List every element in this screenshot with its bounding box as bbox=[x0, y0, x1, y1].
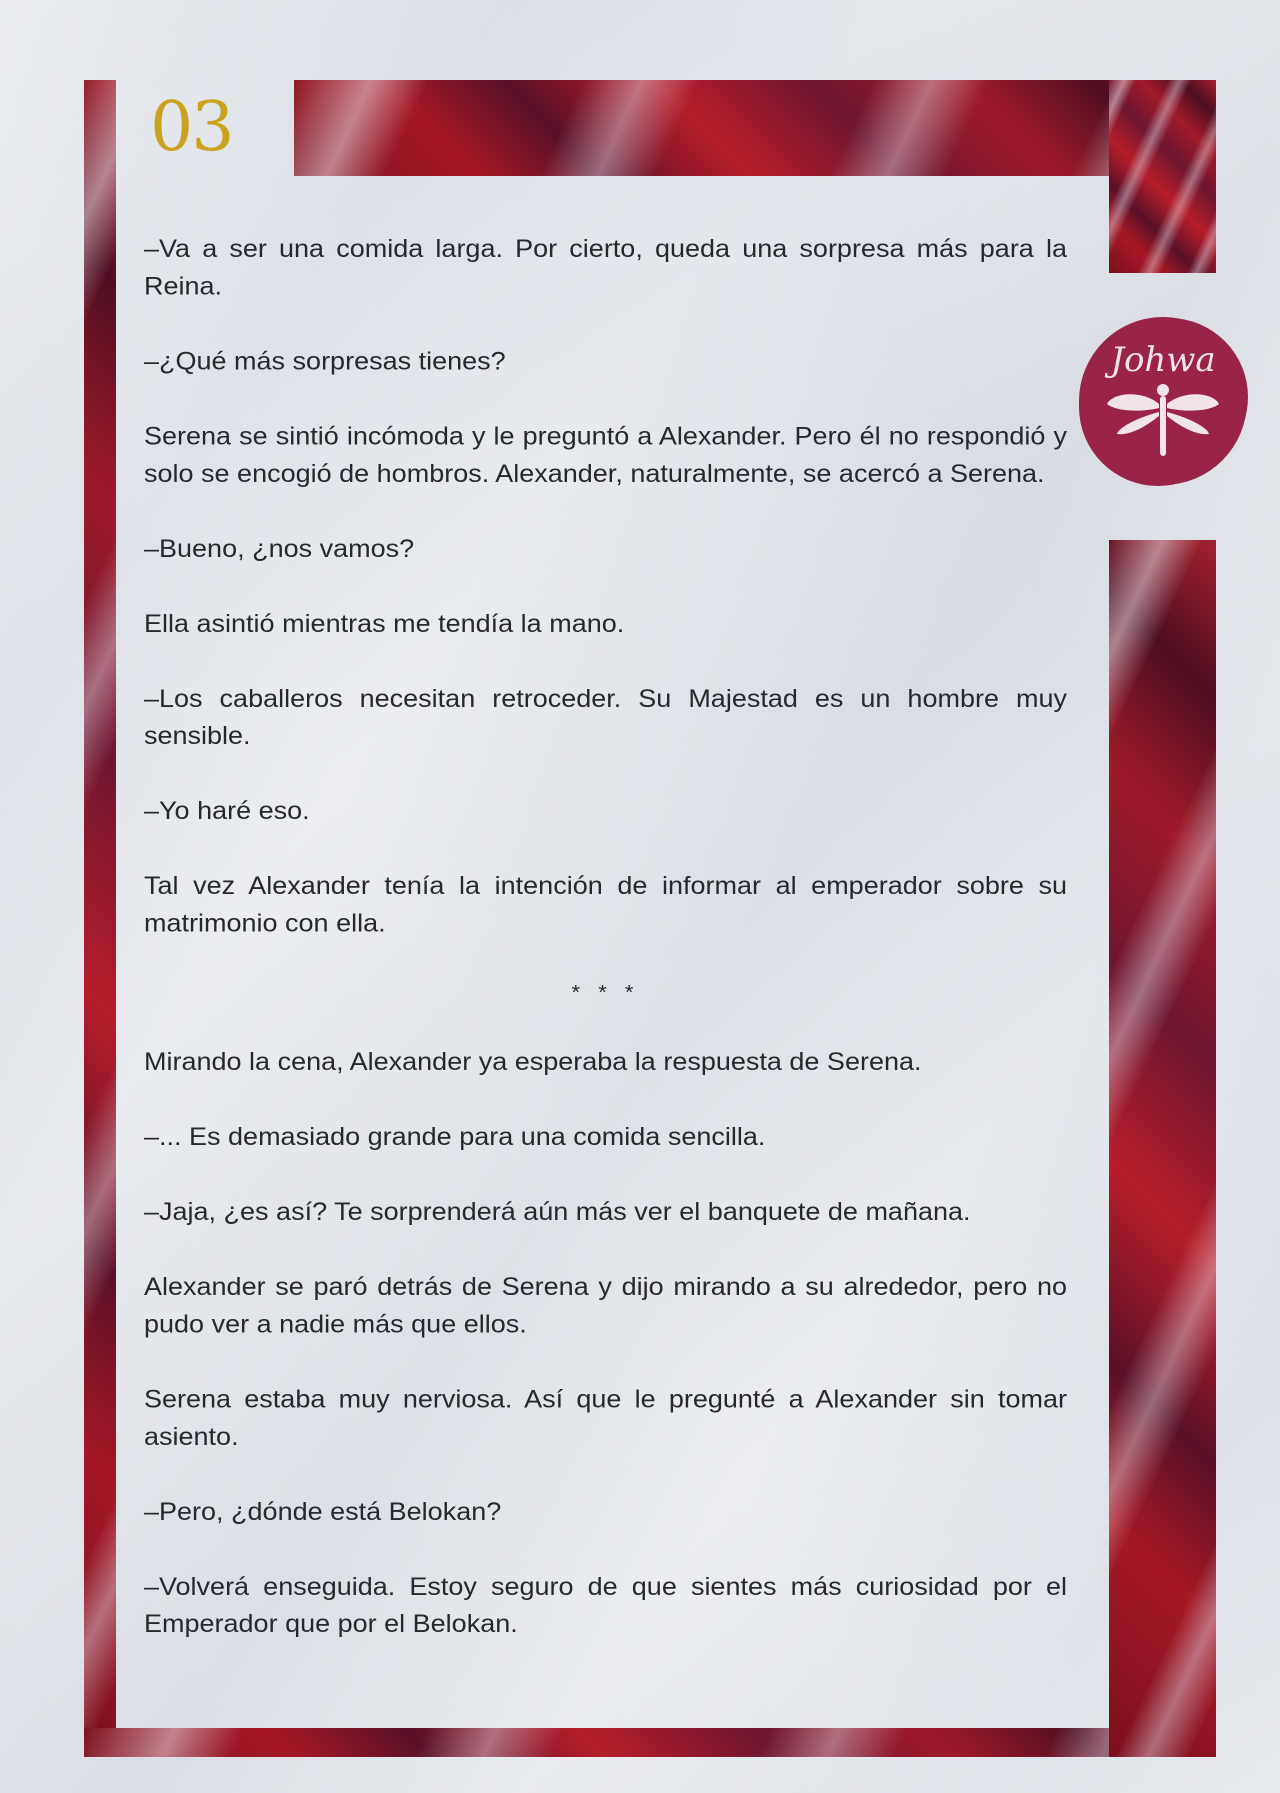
chapter-number: 03 bbox=[150, 88, 233, 167]
paragraph: Mirando la cena, Alexander ya esperaba la respuesta de Serena. bbox=[144, 1047, 922, 1076]
paragraph: –Pero, ¿dónde está Belokan? bbox=[144, 1497, 502, 1526]
frame-right-top bbox=[1109, 80, 1216, 273]
paragraph: –¿Qué más sorpresas tienes? bbox=[144, 347, 506, 376]
paragraph: –Bueno, ¿nos vamos? bbox=[144, 534, 415, 563]
paragraph: Ella asintió mientras me tendía la mano. bbox=[144, 609, 625, 638]
paragraph: Alexander se paró detrás de Serena y dijo mirando a su alrededor, pero no pudo ver a nadie más que ellos. bbox=[144, 1272, 1067, 1339]
dragonfly-icon bbox=[1103, 382, 1223, 462]
paragraph: Serena estaba muy nerviosa. Así que le pregunté a Alexander sin tomar asiento. bbox=[144, 1384, 1067, 1451]
paragraph: –Va a ser una comida larga. Por cierto, queda una sorpresa más para la Reina. bbox=[144, 234, 1067, 301]
paragraph: –Los caballeros necesitan retroceder. Su Majestad es un hombre muy sensible. bbox=[144, 684, 1067, 750]
paragraph: Serena se sintió incómoda y le preguntó a Alexander. Pero él no respondió y solo se encogió de hombros. Alexander, naturalmente, se acercó a Serena. bbox=[144, 422, 1067, 488]
paragraph: –Yo haré eso. bbox=[144, 796, 310, 825]
johwa-logo bbox=[1082, 320, 1244, 482]
text-content bbox=[144, 230, 1067, 1680]
frame-top bbox=[294, 80, 1216, 176]
paragraph: Tal vez Alexander tenía la intención de informar al emperador sobre su matrimonio con ella. bbox=[144, 871, 1067, 938]
paragraph: –... Es demasiado grande para una comida sencilla. bbox=[144, 1122, 766, 1151]
scene-separator: * * * bbox=[571, 980, 640, 1004]
paragraph: –Jaja, ¿es así? Te sorprenderá aún más ver el banquete de mañana. bbox=[144, 1197, 971, 1226]
frame-bottom bbox=[84, 1728, 1216, 1757]
frame-left bbox=[84, 80, 116, 1757]
paragraph: –Volverá enseguida. Estoy seguro de que sientes más curiosidad por el Emperador que por el Belokan. bbox=[144, 1572, 1067, 1638]
logo-text: Johwa bbox=[1110, 340, 1216, 380]
frame-right-bottom bbox=[1109, 540, 1216, 1757]
